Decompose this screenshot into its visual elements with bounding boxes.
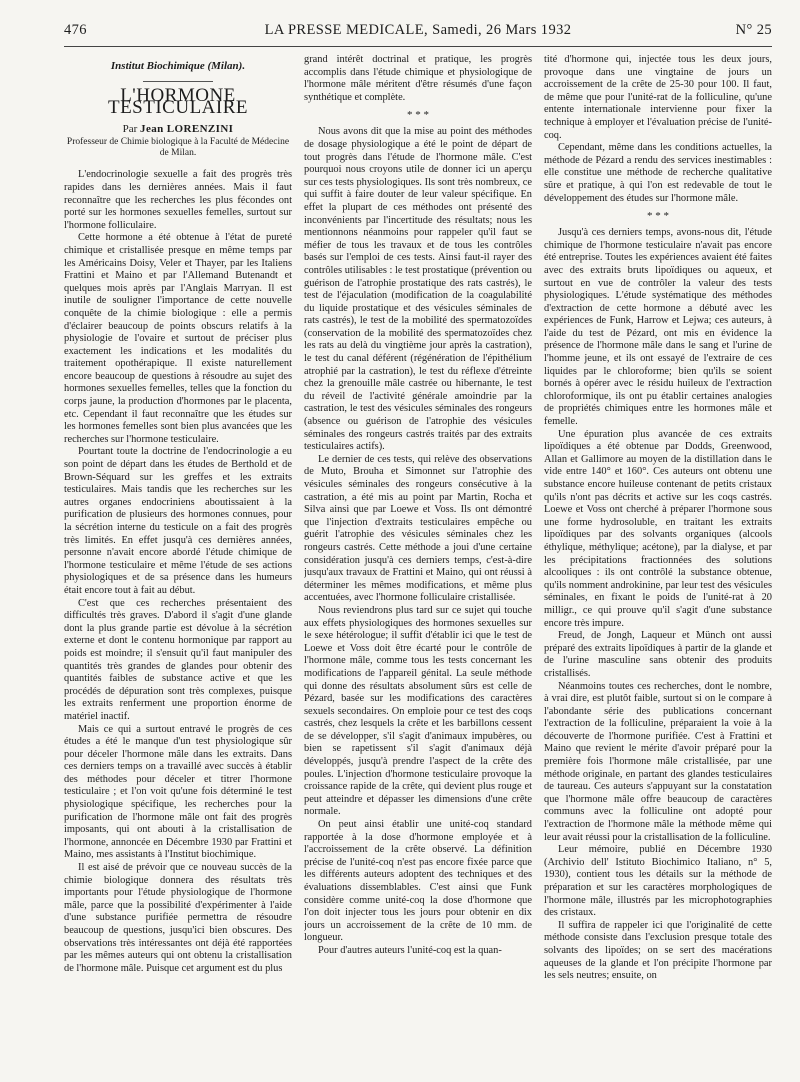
- paragraph: Pour d'autres auteurs l'unité-coq est la quan-: [318, 944, 502, 956]
- paragraph: Une épuration plus avancée de ces extraits lipoïdiques a été obtenue par Dodds, Greenwood, Allan et Gallimore au moyen de la distillation dans le vide entre 140° et 160°. Ces auteurs ont obtenu une substance encore huileuse contenant de petits cristaux qu'ils n'ont pas décrits et active sur les coqs castrés. Loewe et Voss ont cherché à préparer l'hormone sous une forme hydrosoluble, en traitant les extraits lipoïdiques par des solvants organiques (alcools éthylique, méthylique; acétone), par la dialyse, et par les précipitations fractionnées des solutions alcooliques : ils ont contrôlé la substance obtenue, qu'ils nomment androkinine, par leur test des vésicules séminales, en fixant le poids de l'unité-rat à 20 milligr., ce qui prouve qu'il s'agit d'une substance encore très impure.: [544, 428, 772, 629]
- paragraph-continued: grand intérêt doctrinal et pratique, les progrès accomplis dans l'étude chimique et physiologique de l'hormone mâle méritent d'être résumés d'une façon synthétique et complète.: [304, 54, 532, 103]
- article-columns: [64, 54, 772, 1076]
- institute-line: Institut Biochimique (Milan).: [110, 60, 246, 72]
- column-3: [544, 54, 772, 1076]
- paragraph: Freud, de Jongh, Laqueur et Münch ont aussi préparé des extraits lipoïdiques à partir de la glande et de l'urine masculine sans obtenir des produits cristallisés.: [544, 630, 772, 679]
- paragraph: On peut ainsi établir une unité-coq standard rapportée à la dose d'hormone employée et à l'accroissement de la crête observé. La définition précise de l'unité-coq n'est pas encore fixée parce que les différents auteurs adoptent des techniques et des évaluations dissemblables. C'est ainsi que Funk considère comme unité-coq la dose d'hormone que l'on doit injecter tous les jours pour obtenir en dix jours un accroissement de la crête de 10 mm. de longueur.: [304, 819, 532, 944]
- header-rule: [64, 46, 772, 47]
- paragraph: Néanmoins toutes ces recherches, dont le nombre, à vrai dire, est plutôt faible, surtout si on le compare à l'abondante série des publications concernant l'extraction de la folliculine, préparaient la voie à la découverte de l'hormone purifiée. C'est à Frattini et Maino que revient le mérite d'avoir préparé pour la première fois l'hormone mâle cristallisée, par une méthode originale, en partant des glandes testiculaires de taureau. Ces auteurs s'appuyant sur la constatation que l'hormone mâle offre beaucoup de caractères communs avec la folliculine ont adopté pour l'extraction de l'hormone mâle la méthode même qui leur avait réussi pour la cristallisation de la folliculine.: [544, 680, 772, 843]
- section-asterism: * * *: [647, 210, 669, 223]
- paragraph: C'est que ces recherches présentaient des difficultés très graves. D'abord il s'agit d'une glande dont la plus grande partie est dévolue à la sécrétion externe et dont le contenu hormonique par rapport au poids est moindre; il s'ensuit qu'il faut manipuler des quantités très grandes de glandes pour obtenir des quantités faibles de substance active et que les procédés de dépuration sont très complexes, puisque les extraits renferment une proportion énorme de matériel inactif.: [64, 597, 292, 722]
- title-rule: [143, 81, 213, 82]
- paragraph: Cependant, même dans les conditions actuelles, la méthode de Pézard a rendu des services inestimables : elle constitue une méthode de recherche qualitative sûre et pratique, à qui l'on est redevable de tout le développement des études sur l'hormone mâle.: [544, 142, 772, 204]
- page-number: 476: [64, 22, 87, 38]
- author-line: [64, 123, 292, 136]
- paragraph: Jusqu'à ces derniers temps, avons-nous dit, l'étude chimique de l'hormone testiculaire n'avait pas encore été entreprise. Toutes les expériences avaient été faites avec des extraits bruts lipoïdiques ou aqueux, et surtout en vue de contrôler la valeur des tests physiologiques. L'étude systématique des méthodes d'extraction de cette hormone a débuté avec les expériences de Funk, Harrow et Lejwa; ces auteurs, à l'aide du test de Pézard, ont mis en évidence la présence de l'hormone mâle dans le sang et l'urine de l'homme jeune, et ils ont essayé de l'extraire de ces liquides par le chloroforme; bien qu'ils se soient bornés à opérer avec le résidu huileux de l'extraction chloroformique, ils ont pu établir certaines analogies de propriétés chimiques entre les hormones mâle et femelle.: [544, 227, 772, 428]
- column-1: [64, 54, 292, 1076]
- author-name: Jean LORENZINI: [140, 122, 234, 135]
- paragraph: L'endocrinologie sexuelle a fait des progrès très rapides dans les dernières années. Mais il faut reconnaître que les recherches les plus fécondes ont porté sur les hormones sexuelles femelles, surtout sur l'hormone folliculaire.: [64, 169, 292, 231]
- paragraph: Nous reviendrons plus tard sur ce sujet qui touche aux effets physiologiques des hormones sexuelles sur le sexe hétérologue; il suffit d'établir ici que le test de Loewe et Voss doit être écarté pour le contrôle de l'hormone mâle, comme tous les tests concernant les modifications de l'appareil génital. La seule méthode qui donne des résultats absolument sûrs est celle de Pézard, basée sur les modifications des caractères sexuels secondaires. On emploie pour ce test des coqs castrés, chez lesquels la crête et les barbillons cessent de se développer, s'il s'agit d'animaux impubères, ou bien se rapetissent s'il s'agit d'animaux déjà développés, jusqu'à prendre l'aspect de la crête des poules. L'injection d'hormone testiculaire provoque la croissance rapide de la crête, qui devient plus rouge et peut atteindre et dépasser les dimensions d'une crête normale.: [304, 604, 532, 818]
- paragraph: Pourtant toute la doctrine de l'endocrinologie a eu son point de départ dans les études de Berthold et de Brown-Séquard sur les greffes et les extraits testiculaires. Mais tandis que les recherches sur les autres organes endocriniens aboutissaient à la purification de plusieurs des hormones connues, pour la sécrétion interne du testicule on a fait des progrès très limités. En effet jusqu'à ces dernières années, personne n'avait encore abordé l'étude chimique de l'hormone testiculaire et même l'étude de ses actions physiologiques et de sa présence dans les humeurs était encore tout à fait au début.: [64, 446, 292, 596]
- paragraph: Le dernier de ces tests, qui relève des observations de Muto, Brouha et Simonnet sur l'atrophie des vésicules séminales des rongeurs consécutive à la castration, a été mis au point par Martin, Rocha et Silva ainsi que par Loewe et Voss. Ils ont démontré que l'injection d'extraits testiculaires empêche ou guérit l'atrophie des vésicules séminales chez les rongeurs castrés. Cette méthode a joui d'une certaine considération jusqu'à ces derniers temps, c'est-à-dire jusqu'aux travaux de Frattini et Maino, qui ont réussi à déterminer les mêmes modifications, et même plus accentuées, avec l'hormone folliculaire cristallisée.: [304, 453, 532, 604]
- paragraph: Il suffira de rappeler ici que l'originalité de cette méthode consiste dans l'exclusion presque totale des solvants des lipoïdes; on se sert des macérations aqueuses de la glande et l'on précipite l'hormone par les sels neutres; ensuite, on: [544, 919, 772, 982]
- issue-number: N° 25: [735, 22, 772, 38]
- article-title: L'HORMONE TESTICULAIRE: [107, 84, 249, 119]
- paragraph: Cette hormone a été obtenue à l'état de pureté chimique et cristallisée presque en même temps par les Américains Doisy, Veler et Thayer, par les Italiens Frattini et Maino et par l'Allemand Butenandt et quelques mois après par l'Anglais Marryan. Il est inutile de souligner l'importance de cette nouvelle conquête de la chimie biologique : elle a permis d'éclairer beaucoup de points obscurs relatifs à la physiologie de l'ovaire et surtout de préciser plus exactement les indications et les modalités du traitement opothérapique. Il existe naturellement encore beaucoup de questions à résoudre au sujet des hormones sexuelles femelles, telles que la fonction du corps jaune, la production d'hormones par le placenta, etc. Cependant il faut reconnaître que les études sur les hormones femelles sont bien plus avancées que les recherches sur l'hormone testiculaire.: [64, 232, 292, 445]
- paragraph: Mais ce qui a surtout entravé le progrès de ces études a été le manque d'un test physiologique sûr pour déceler l'hormone mâle dans les extraits. Dans ces derniers temps on a travaillé avec succès à établir des méthodes pour déceler et titrer l'hormone testiculaire ; et l'on voit qu'une fois déterminé le test physiologique spécifique, les recherches pour la purification de l'hormone mâle ont fait des progrès imposants, qui ont abouti à la cristallisation de l'hormone, annoncée en Décembre 1930 par Frattini et Maino, mes assistants à l'Institut biochimique.: [64, 723, 292, 861]
- paragraph: Nous avons dit que la mise au point des méthodes de dosage physiologique a été le point de départ de tout progrès dans l'étude de l'hormone mâle. C'est pourquoi nous croyons utile de donner ici un aperçu sur ces tests physiologiques. Ils sont très nombreux, ce qui suffit à faire douter de leur valeur spécifique. En effet la plupart de ces méthodes ont présenté des inconvénients par l'incertitude des résultats; nous les mentionnons néanmoins pour rappeler qu'il faut se méfier de tous les travaux et de tous les contrôles basés sur l'emploi de ces tests. Ainsi faut-il rayer des contrôles utilisables : le test prostatique (prévention ou guérison de l'atrophie prostatique des rats castrés), le test de l'éjaculation (modification de la coagulabilité du liquide prostatique et des vésicules séminales de rats castrés), le test de la mobilité des spermatozoïdes (conservation de la mobilité des spermatozoïdes chez les rats au delà du vingtième jour après la castration), le test du canal déférent (régénération de l'épithélium atrophié par la castration), le test du réflexe d'étreinte chez la grenouille mâle castrée ou hibernante, le test du réveil de l'activité générale amoindrie par la castration, le test des vésicules séminales des rongeurs (absence ou guérison de l'atrophie des vésicules séminales des rongeurs castrés traités par des extraits testiculaires actifs).: [304, 126, 532, 453]
- author-affiliation: Professeur de Chimie biologique à la Faculté de Médecine de Milan.: [66, 137, 290, 159]
- journal-title: LA PRESSE MEDICALE, Samedi, 26 Mars 1932: [264, 22, 572, 38]
- paragraph: Il est aisé de prévoir que ce nouveau succès de la chimie biologique donnera des résultats très importants pour l'étude physiologique de l'hormone mâle, parce que la possibilité d'expérimenter à l'aide d'une substance purifiée permettra de résoudre beaucoup de questions, jusqu'ici bien obscures. Des observations très intéressantes ont déjà été rapportées par les mêmes auteurs qui ont obtenu la cristallisation de l'hormone mâle. Puisque cet argument est du plus: [64, 862, 292, 974]
- section-asterism: * * *: [407, 109, 429, 122]
- paragraph: Leur mémoire, publié en Décembre 1930 (Archivio dell' Istituto Biochimico Italiano, n° 5, 1930), contient tous les détails sur la méthode de préparation et sur les caractères morphologiques de l'hormone mâle, illustrés par les microphotographies des cristaux.: [544, 844, 772, 919]
- author-prefix: Par: [122, 122, 138, 135]
- running-header: [64, 20, 772, 44]
- column-2: [304, 54, 532, 1076]
- paragraph-continued: tité d'hormone qui, injectée tous les deux jours, provoque dans une vingtaine de jours un accroissement de la crête de 25-30 pour 100. Il faut, de même que pour l'unité-rat de la folliculine, qu'une entente internationale intervienne pour fixer la technique à employer et l'évaluation précise de l'unité-coq.: [544, 54, 772, 141]
